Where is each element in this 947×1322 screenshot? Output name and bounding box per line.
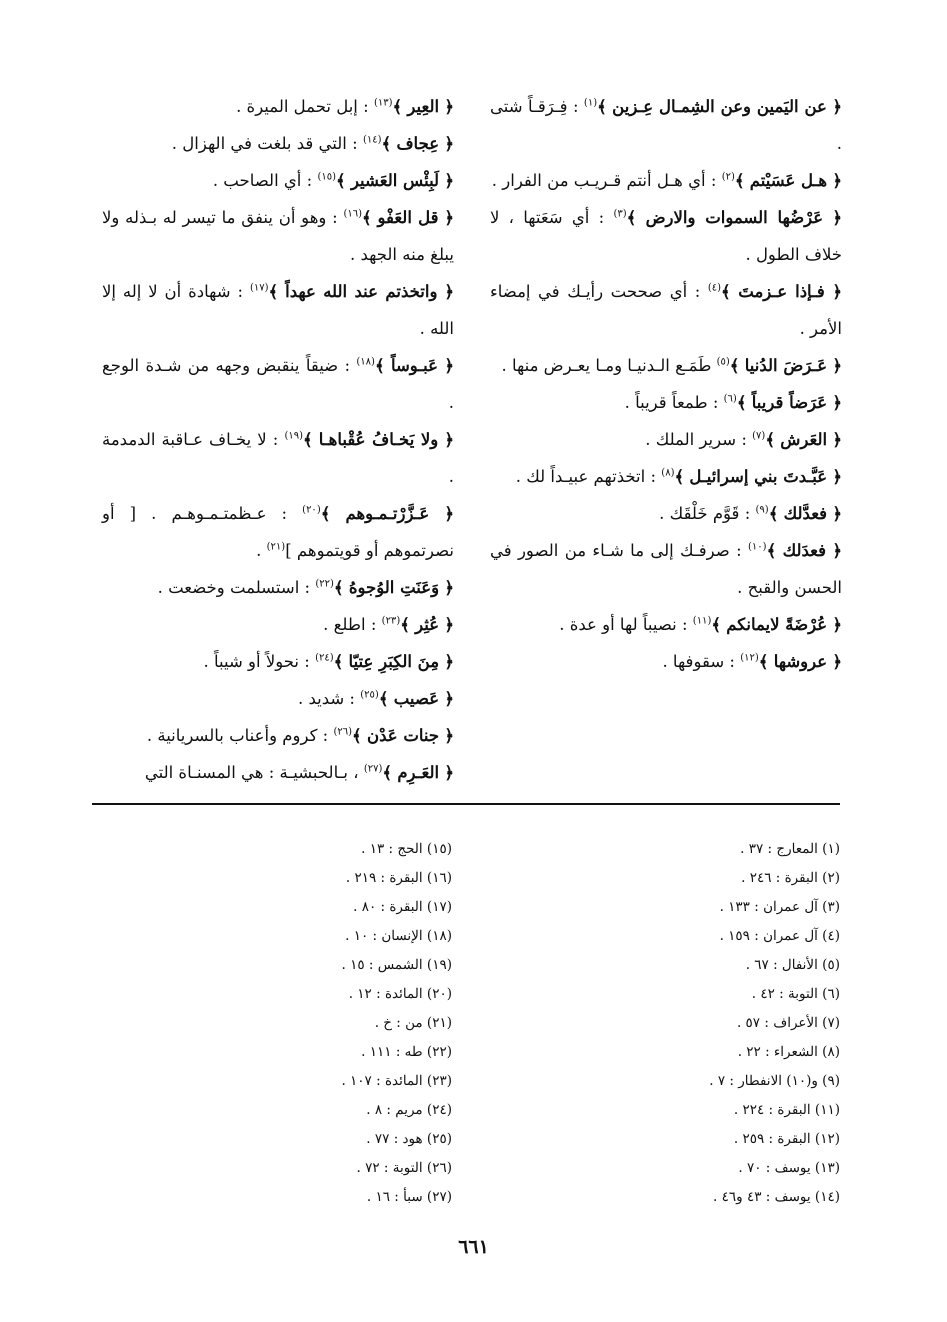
entry-term: عُثِر xyxy=(415,615,440,634)
glossary-entry xyxy=(490,643,842,680)
entry-definition: : قَوَّم خَلْقَك . xyxy=(659,504,751,523)
entry-definition: : التي قد بلغت في الهزال . xyxy=(171,134,358,153)
glossary-entry xyxy=(102,717,454,754)
entry-definition: : اطلع . xyxy=(323,615,377,634)
entry-term: فعدَلك xyxy=(782,541,827,560)
close-bracket: ﴾ xyxy=(734,171,745,190)
entry-definition: : إبل تحمل الميرة . xyxy=(236,97,369,116)
footnote: (٤) آل عمران : ١٥٩ . xyxy=(719,928,840,944)
entry-definition: : استسلمت وخضعت . xyxy=(157,578,311,597)
entry-term: لَبِئْس العَشير xyxy=(350,171,440,190)
footnote: (٥) الأنفال : ٦٧ . xyxy=(745,957,840,973)
footnote-ref: (١٩) xyxy=(284,430,303,442)
footnote: (١٤) يوسف : ٤٣ و٤٦ . xyxy=(713,1189,840,1205)
glossary-entry xyxy=(490,606,842,643)
glossary-entry xyxy=(490,495,842,532)
entry-term: مِنَ الكِبَرِ عِتيّا xyxy=(348,652,440,671)
entry-definition: : نحولاً أو شيباً . xyxy=(203,652,310,671)
open-bracket: ﴿ xyxy=(444,652,454,671)
footnote-ref: (٢٧) xyxy=(363,763,383,775)
close-bracket: ﴾ xyxy=(320,504,331,523)
entry-term: ولا يَخـافُ عُقْباهـا xyxy=(318,430,439,449)
footnote-ref: (١٣) xyxy=(373,97,393,109)
open-bracket: ﴿ xyxy=(444,430,454,449)
open-bracket: ﴿ xyxy=(444,726,454,745)
entry-definition: طَمَـع الـدنيـا ومـا يعـرض منها . xyxy=(501,356,712,375)
open-bracket: ﴿ xyxy=(444,134,454,153)
close-bracket: ﴾ xyxy=(333,652,344,671)
entry-term: عَرَضاً قريباً xyxy=(751,393,828,412)
open-bracket: ﴿ xyxy=(832,541,843,560)
footnote-ref: (١٤) xyxy=(362,134,382,146)
entry-term: عَـرَضَ الدُنيا xyxy=(744,356,828,375)
footnote-ref: (٩) xyxy=(755,504,769,516)
glossary-entry xyxy=(102,495,454,569)
footnote: (١٧) البقرة : ٨٠ . xyxy=(353,899,452,915)
page-number: ٦٦١ xyxy=(458,1236,489,1258)
close-bracket: ﴾ xyxy=(374,356,385,375)
close-bracket: ﴾ xyxy=(333,578,344,597)
footnote: (٢٤) مريم : ٨ . xyxy=(366,1102,452,1118)
open-bracket: ﴿ xyxy=(832,615,842,634)
glossary-entry xyxy=(490,458,842,495)
entry-term: جنات عَدْن xyxy=(366,726,440,745)
close-bracket: ﴾ xyxy=(626,208,637,227)
footnote: (١١) البقرة : ٢٢٤ . xyxy=(733,1102,840,1118)
footnotes-left xyxy=(152,835,452,1212)
footnote: (٢٢) طه : ١١١ . xyxy=(361,1044,452,1060)
open-bracket: ﴿ xyxy=(832,97,842,116)
footnote-ref: (٨) xyxy=(661,467,675,479)
glossary-entry xyxy=(490,532,842,606)
entry-term: عَبـوساً xyxy=(390,356,438,375)
footnotes-right xyxy=(540,835,840,1212)
close-bracket: ﴾ xyxy=(766,541,777,560)
glossary-entry xyxy=(102,162,454,199)
footnote-ref: (٢٣) xyxy=(381,615,401,627)
glossary-entry xyxy=(102,273,454,347)
glossary-entry xyxy=(490,421,842,458)
footnote-ref: (٦) xyxy=(723,393,737,405)
entry-definition: : لا يخـاف عـاقبة الدمدمة . xyxy=(102,430,454,486)
open-bracket: ﴿ xyxy=(832,282,843,301)
open-bracket: ﴿ xyxy=(832,393,842,412)
entry-term: عن اليَمين وعن الشِمـال عِـزين xyxy=(612,97,827,116)
glossary-entry xyxy=(102,347,454,421)
entry-definition: : نصيباً لها أو عدة . xyxy=(559,615,688,634)
open-bracket: ﴿ xyxy=(444,356,454,375)
close-bracket: ﴾ xyxy=(765,430,775,449)
footnote: (٢٧) سبأ : ١٦ . xyxy=(366,1189,452,1205)
close-bracket: ﴾ xyxy=(352,726,362,745)
footnote: (٨) الشعراء : ٢٢ . xyxy=(737,1044,840,1060)
entry-definition: : ضيقاً ينقبض وجهه من شـدة الوجع . xyxy=(102,356,454,412)
footnote: (٢١) من : خ . xyxy=(374,1015,452,1031)
right-column xyxy=(490,88,842,680)
entry-term: عَبَّـدتَ بني إسرائيـل xyxy=(689,467,828,486)
entry-definition: : فِـرَقـاً شتى . xyxy=(490,97,842,153)
glossary-entry xyxy=(102,88,454,125)
open-bracket: ﴿ xyxy=(444,689,454,708)
entry-term: عُرْضَةً لايمانكم xyxy=(726,615,828,634)
footnote: (١) المعارج : ٣٧ . xyxy=(740,841,840,857)
entry-definition: : أي الصاحب . xyxy=(212,171,313,190)
footnote: (٢٥) هود : ٧٧ . xyxy=(366,1131,452,1147)
close-bracket: ﴾ xyxy=(378,689,389,708)
close-bracket: ﴾ xyxy=(768,504,779,523)
footnote: (١٩) الشمس : ١٥ . xyxy=(341,957,452,973)
footnote: (١٢) البقرة : ٢٥٩ . xyxy=(733,1131,840,1147)
close-bracket: ﴾ xyxy=(711,615,722,634)
footnote-ref: (٢) xyxy=(721,171,735,183)
glossary-entry xyxy=(102,643,454,680)
footnote: (٩) و(١٠) الانفطار : ٧ . xyxy=(709,1073,840,1089)
footnote: (١٥) الحج : ١٣ . xyxy=(361,841,452,857)
footnote: (٢) البقرة : ٢٤٦ . xyxy=(741,870,840,886)
entry-definition: : اتخذتهم عبيـداً لك . xyxy=(515,467,657,486)
footnote: (٢٦) التوبة : ٧٢ . xyxy=(356,1160,452,1176)
footnote: (١٦) البقرة : ٢١٩ . xyxy=(345,870,452,886)
entry-term: واتخذتم عند الله عهداً xyxy=(285,282,438,301)
glossary-entry xyxy=(490,199,842,273)
open-bracket: ﴿ xyxy=(832,467,842,486)
close-bracket: ﴾ xyxy=(729,356,740,375)
entry-term: العَرش xyxy=(780,430,828,449)
entry-definition: : أي صححت رأيـك في إمضاء الأمر . xyxy=(490,282,842,338)
close-bracket: ﴾ xyxy=(597,97,607,116)
close-bracket: ﴾ xyxy=(736,393,747,412)
footnote-ref: (٤) xyxy=(707,282,722,294)
entry-term: عَرْضُها السموات والارض xyxy=(645,208,824,227)
entry-term: العَـرِم xyxy=(397,763,440,782)
open-bracket: ﴿ xyxy=(444,171,454,190)
close-bracket: ﴾ xyxy=(303,430,313,449)
close-bracket: ﴾ xyxy=(268,282,279,301)
glossary-entry xyxy=(490,273,842,347)
left-column xyxy=(102,88,454,791)
open-bracket: ﴿ xyxy=(444,504,454,523)
entry-term: عَصيب xyxy=(393,689,440,708)
entry-definition: : طمعاً قريباً . xyxy=(624,393,719,412)
entry-definition: : صرفـك إلى ما شـاء من الصور في الحسن والقبح . xyxy=(490,541,842,597)
entry-term: عروشها xyxy=(773,652,828,671)
entry-term: عِجاف xyxy=(396,134,440,153)
entry-definition: ، بـالحبشيـة : هي المسنـاة التي xyxy=(144,763,359,782)
footnote: (٣) آل عمران : ١٣٣ . xyxy=(719,899,840,915)
footnote-ref: (١٢) xyxy=(740,652,759,664)
open-bracket: ﴿ xyxy=(444,763,454,782)
open-bracket: ﴿ xyxy=(832,652,842,671)
open-bracket: ﴿ xyxy=(444,208,454,227)
entry-definition: : وهو أن ينفق ما تيسر له بـذله ولا يبلغ منه الجهد . xyxy=(102,208,454,264)
close-bracket: ﴾ xyxy=(721,282,731,301)
glossary-entry xyxy=(102,199,454,273)
close-bracket: ﴾ xyxy=(382,763,393,782)
footnote-ref: (١٨) xyxy=(356,356,375,368)
close-bracket: ﴾ xyxy=(674,467,685,486)
open-bracket: ﴿ xyxy=(832,171,842,190)
footnote-separator xyxy=(92,803,840,805)
entry-definition-tail: . xyxy=(256,541,267,560)
footnote: (١٨) الإنسان : ١٠ . xyxy=(345,928,452,944)
entry-definition: : أي هـل أنتم قـريـب من الفرار . xyxy=(491,171,717,190)
entry-definition: : سرير الملك . xyxy=(645,430,747,449)
footnote-ref: (٥) xyxy=(716,356,730,368)
open-bracket: ﴿ xyxy=(832,356,842,375)
open-bracket: ﴿ xyxy=(444,282,455,301)
glossary-entry xyxy=(102,680,454,717)
footnote: (٢٣) المائدة : ١٠٧ . xyxy=(341,1073,452,1089)
footnote-ref: (١٥) xyxy=(317,171,337,183)
footnote-ref: (٢٢) xyxy=(315,578,334,590)
footnote-ref: (١١) xyxy=(692,615,712,627)
footnote-ref: (١٠) xyxy=(748,541,767,553)
close-bracket: ﴾ xyxy=(392,97,403,116)
entry-term: العِير xyxy=(407,97,440,116)
entry-term: هـل عَسَيْتم xyxy=(749,171,828,190)
footnote-ref: (٢٠) xyxy=(302,504,321,516)
entry-definition: : شهادة أن لا إله إلا الله . xyxy=(102,282,454,338)
entry-definition: : عـظمتـمـوهـم . [ أو نصرتموهم أو قويتموهم ] xyxy=(102,504,454,560)
entry-definition: : أي سَعَتها ، لا خلاف الطول . xyxy=(490,208,842,264)
footnote-ref: (٢٦) xyxy=(333,726,353,738)
footnote-ref: (١) xyxy=(583,97,598,109)
glossary-entry xyxy=(102,754,454,791)
footnote-ref: (١٧) xyxy=(249,282,269,294)
glossary-entry xyxy=(102,421,454,495)
footnote: (٢٠) المائدة : ١٢ . xyxy=(348,986,452,1002)
entry-term: وَعَنَتِ الوُجوهُ xyxy=(348,578,440,597)
open-bracket: ﴿ xyxy=(444,578,454,597)
footnote-ref: (٢٥) xyxy=(360,689,379,701)
close-bracket: ﴾ xyxy=(362,208,372,227)
entry-term: عَـزَّرْتـمـوهم xyxy=(345,504,430,523)
entry-term: فـإذا عـزمتَ xyxy=(738,282,825,301)
glossary-entry xyxy=(490,162,842,199)
entry-definition: : كروم وأعناب بالسريانية . xyxy=(146,726,329,745)
glossary-entry xyxy=(490,88,842,162)
glossary-entry xyxy=(102,125,454,162)
open-bracket: ﴿ xyxy=(832,504,842,523)
footnote: (٦) التوبة : ٤٢ . xyxy=(751,986,840,1002)
footnote-ref: (٢١) xyxy=(266,541,286,553)
close-bracket: ﴾ xyxy=(381,134,392,153)
entry-term: قل العَفْو xyxy=(377,208,439,227)
footnote-ref: (٣) xyxy=(613,208,627,220)
footnote-ref: (٧) xyxy=(752,430,766,442)
glossary-entry xyxy=(102,606,454,643)
glossary-entry xyxy=(102,569,454,606)
glossary-entry xyxy=(490,347,842,384)
open-bracket: ﴿ xyxy=(444,97,454,116)
close-bracket: ﴾ xyxy=(758,652,769,671)
glossary-entry xyxy=(490,384,842,421)
footnote-ref: (٢٤) xyxy=(315,652,334,664)
close-bracket: ﴾ xyxy=(336,171,346,190)
open-bracket: ﴿ xyxy=(832,208,843,227)
entry-term: فعدَّلك xyxy=(783,504,828,523)
open-bracket: ﴿ xyxy=(832,430,842,449)
footnote: (١٣) يوسف : ٧٠ . xyxy=(738,1160,840,1176)
footnote: (٧) الأعراف : ٥٧ . xyxy=(736,1015,840,1031)
open-bracket: ﴿ xyxy=(444,615,454,634)
footnote-ref: (١٦) xyxy=(343,208,363,220)
close-bracket: ﴾ xyxy=(400,615,410,634)
entry-definition: : شديد . xyxy=(297,689,355,708)
entry-definition: : سقوفها . xyxy=(662,652,735,671)
